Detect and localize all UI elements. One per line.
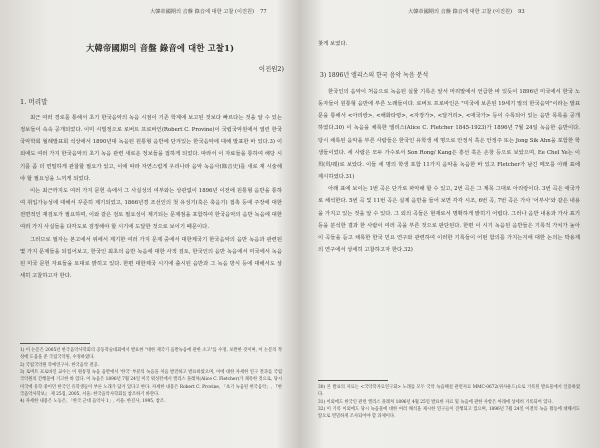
header-title: 大韓帝國期의 音盤 錄音에 대한 고찰 (이진원): [150, 9, 255, 15]
running-header-left: [150, 8, 267, 15]
paragraph: 그러므로 필자는 본고에서 위에서 제기한 여러 가지 문제 중에서 대한제국기 한국음악의 음반 녹음과 관련된 몇 가지 문제들을 되집어보고, 한국인 최초의 음반 녹음에 대한 사적 검토, 한국인의 음반 녹음에서 미국에서 녹음된 미국 문헌 자료들을 토대로 밝히고 있다. 한편 대한제국 시기에 출시된 음반과 그 녹음 방식 등에 대해서도 상세히 고찰하고자 한다.: [20, 236, 282, 280]
continued-line: 찾게 보였다.: [318, 41, 348, 47]
body-text: [318, 86, 580, 256]
footnotes: [318, 384, 580, 421]
paragraph: 이는 최근까지도 여러 가지 문헌 속에서 그 사실성의 여부와는 상관없이 1896년 이전에 원통형 음반을 통하여 취입가능성에 대해서 꾸준히 제기되었고, 1866년경 조선인의 첫 유성기(혹은 축음기) 접촉 등에 주장에 대한 전면적인 재검토가 필요하며, 이와 같은 검토 필요성이 제기되는 문제점을 포함하여 한국음악의 음반 녹음에 대한 여러 가지 사실들을 다각도로 검정해야 할 시기에 도달한 것으로 보이기 때문이다.: [20, 187, 282, 231]
footnote-rule: [20, 343, 90, 344]
section-heading: 1. 머리말: [20, 98, 48, 106]
footnotes: [20, 347, 282, 406]
article-title: 大韓帝國期의 音盤 錄音에 대한 고찰1): [86, 43, 235, 53]
paragraph: 최근 여러 경로를 통해서 초기 한국음악의 녹음 시점이 기존 학계에 보고된 것보다 빠르다는 것을 알 수 있는 정보들이 속속 공개되었다. 이미 시빌정으로 로버트 프로바인(Robert C. Provine)이 국립국악원에서 열린 한국국악학회 월례발표회 석상에서 1890년대 녹음된 원통형 음반에 단겨있는 한국음악에 대해 발표한 바 있다.3) 이외에도 여러 가지 한국음악의 초기 녹음 관련 새로운 정보들을 접하게 되었다. 따라서 이 자료들을 통하여 해당 시기를 좀 더 면밀하게 관찰할 필요가 있고, 이에 따라 자연스럽게 우리나라 음악 녹음사(錄音史)를 새로 재 시술해야 할 필요성을 느끼게 되었다.: [20, 115, 282, 182]
left-page: [0, 0, 298, 448]
page-number: 77: [260, 9, 267, 15]
footnote: 32) 이 기록 이외에도 당시 녹음물에 대한 여러 해석을 제시한 연구들이 진행되고 있으며, 1896년 7월 24일 이전의 녹음 활동에 대해서도 앞으로 면밀하게 조사되어야 할 과제이다.: [318, 407, 580, 420]
paragraph: 아래 표에 보이는 1번 곡은 단가로 파악해 할 수 있고, 2번 곡은 그 제목 그대로 아리랑이다. 3번 곡은 애국가로 해석한다. 5번 곡 및 11번 곡은 실제 음반을 들어 보면 각각 시조, 6번 곡, 7번 곡은 가사 '어부사'와 같은 내용을 가지고 있는 것을 알 수 있다. 그 외의 곡들은 현재로서 명확하게 밝히기 어렵다. 그러나 음반 내용과 가사 표기 등을 분석한 결과 한 사람이 여러 곡을 부른 것으로 판단된다. 한편 이 시기 녹음된 음반들은 기록적 가치가 높아 이 곡들을 듣고 채록한 한국 민요 연구와 관련하여 이러한 기록들이 어떤 함의를 가지는지에 대한 논의는 박용재의 연구에서 상세히 고찰하고자 한다.32): [318, 186, 580, 254]
header-title: 大韓帝國期의 音盤 錄音에 대한 고찰 (이진원): [408, 9, 513, 15]
body-text: [20, 112, 282, 282]
footnote: 31) 이외에도 한국인 관련 앨리스 플레처 1896년 4월 25일 발표한 자료 및 녹음에 관한 사항은 아래에 상세히 기록되어 있다.: [318, 399, 553, 405]
footnote: 30) 본 발표의 자료는 <국악학자료연구회> 노래를 모두 국악 녹음해설 관련자료 MMC-0672(위사운드)으로 기록된 발표물에서 인용하였다.: [318, 385, 580, 398]
running-header-right: [408, 8, 525, 15]
section-heading: 3) 1896년 앨리스의 한국 음악 녹음 분석: [320, 72, 429, 79]
footnote-rule: [318, 380, 388, 381]
footnote: 2) 국립국악원 학예연구사. 한국음악 전공.: [20, 362, 100, 368]
footnote: 3) 로버트 프로바인 교수는 이 원통형 녹음 음반에서 '한국' 부분의 녹음을 처음 발견하고 발표하였으며, 이에 대한 자세한 연구 결과를 국립국악원의 간행물에 기고한 바 있다. 이 녹음은 1896년 7월 24일 미국 워싱턴에서 앨리스 플레처(Alice C. Fletcher)가 채록한 것으로, 당시 미국에 유학 중이던 한국인 유학생들이 부른 노래가 담겨 있다고 한다. 자세한 내용은 Robert C. Provine, 「초기 녹음된 한국음악」, 『한국음악사학보』 제 25집, 2005, 서울: 한국음악사학회를 참조하기 바란다.: [20, 370, 282, 398]
footnote: 1) 이 논문은 2005년 한국음악사학회의 공동학술대회에서 발표한 "대한 제국기 음반녹음에 관한 소고"를 수정, 보완한 것이며, 이 논문의 작성에 도움을 준 국립국악원, 수정하였다.: [20, 348, 282, 361]
footnote: 4) 자세한 내용은 노동은, 「한국 근대 음악사 1」, 서울: 한길사, 1995, 참조.: [20, 399, 166, 405]
page-number: 93: [518, 9, 525, 15]
author-name: 이진원2): [258, 65, 284, 73]
paragraph: 한국인의 음악이 처음으로 녹음된 실물 기록은 앞서 머리말에서 언급한 바 있듯이 1896년 미국에서 한국 노동자들이 원통형 음반에 부른 노래들이다. 로버트 프로바인은 "미국에 보존된 19세기 말의 한국음악"이라는 발표문을 통해서 <아리랑>, <해화타령>, <자장가>, <달거리>, <애국가> 등이 수록되어 있는 음반 목록을 공개하였다.30) 이 녹음을 채록한 앨리스(Alice C. Fletcher 1845-1923)가 1896년 7월 24일 녹음한 음반이다. 당시 채록된 음악을 부른 사람들은 한국인 유학생 세 명으로 안정식 혹은 안정주 또는 Jong Sik Ahn을 포함한 학생들이었다. 세 사람은 모두 가수로서 Son Rong/ Kang은 흥선 혹은 손창 등으로 보았으며, Ee Chel Ye는 이 희(희/웨)로 보았다. 이들 세 명의 학생 포함 11가지 음악을 녹음한 바 있고 Fletcher가 남긴 메모를 아래 표에 제시하였다.31): [318, 89, 580, 181]
right-page: [302, 0, 600, 448]
